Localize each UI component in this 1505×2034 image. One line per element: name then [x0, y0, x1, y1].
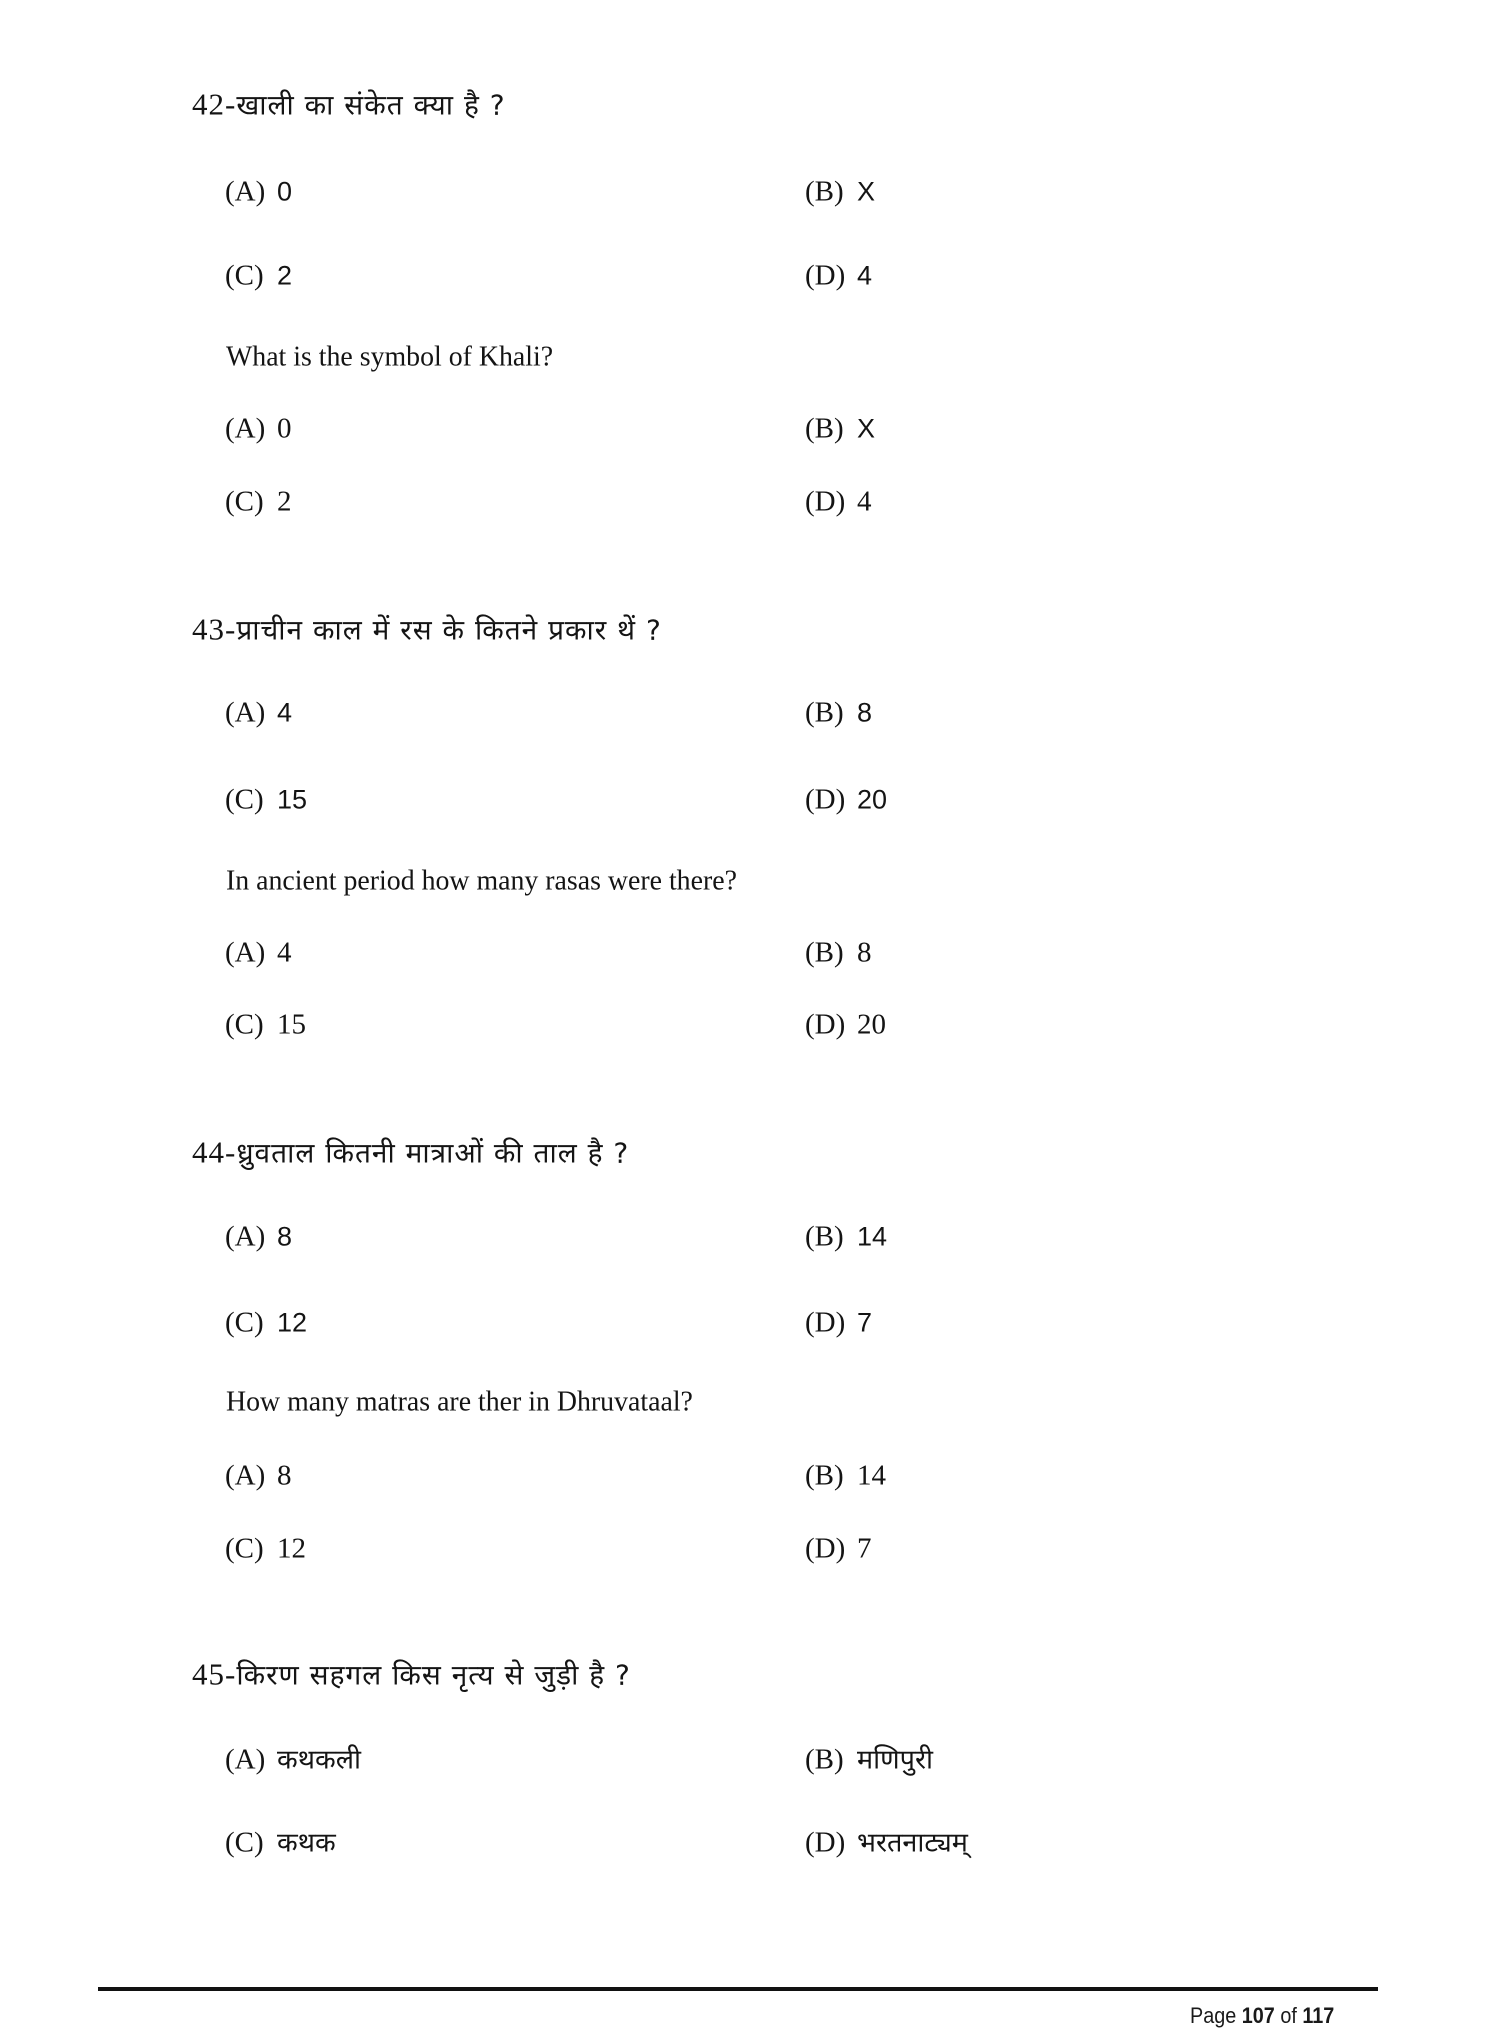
- option-value: 8: [857, 697, 873, 728]
- option-label: (C): [225, 1826, 264, 1859]
- q44-en-option-b: [805, 1459, 886, 1492]
- q44-en-option-c: [225, 1532, 306, 1565]
- question-text: खाली का संकेत क्या है ?: [236, 88, 506, 122]
- q44-hi-option-d: [805, 1306, 873, 1339]
- q42-en-option-d: [805, 485, 872, 518]
- option-label: (A): [225, 1220, 266, 1253]
- option-value: कथकली: [277, 1744, 362, 1776]
- question-42-hindi: [192, 86, 506, 122]
- question-44-hindi: [192, 1134, 630, 1170]
- option-value: 15: [277, 784, 308, 815]
- question-number: 43-: [192, 611, 237, 647]
- q44-en-option-d: [805, 1532, 872, 1565]
- q44-en-option-a: [225, 1459, 292, 1492]
- q43-en-option-c: [225, 1008, 306, 1041]
- option-label: (B): [805, 1743, 844, 1776]
- option-label: (D): [805, 1532, 846, 1565]
- option-label: (A): [225, 1459, 266, 1492]
- option-value: 8: [857, 936, 872, 969]
- q44-hi-option-b: [805, 1220, 888, 1253]
- q45-hi-option-c: [225, 1826, 336, 1859]
- option-label: (A): [225, 412, 266, 445]
- option-label: (D): [805, 1306, 846, 1339]
- question-45-hindi: [192, 1656, 631, 1692]
- q43-en-option-d: [805, 1008, 886, 1041]
- option-label: (B): [805, 936, 844, 969]
- q42-en-option-c: [225, 485, 292, 518]
- page-current: 107: [1241, 2003, 1275, 2028]
- option-label: (B): [805, 175, 844, 208]
- question-44-english: How many matras are ther in Dhruvataal?: [226, 1385, 693, 1418]
- option-value: भरतनाट्यम्: [857, 1827, 968, 1859]
- option-label: (C): [225, 783, 264, 816]
- option-label: (C): [225, 1008, 264, 1041]
- q44-hi-option-a: [225, 1220, 293, 1253]
- page-number: [1190, 2003, 1334, 2029]
- option-label: (D): [805, 259, 846, 292]
- option-label: (B): [805, 696, 844, 729]
- q45-hi-option-b: [805, 1743, 934, 1776]
- option-label: (C): [225, 259, 264, 292]
- page-total: 117: [1302, 2003, 1335, 2028]
- option-label: (A): [225, 175, 266, 208]
- option-value: 4: [857, 485, 872, 518]
- question-42-english: What is the symbol of Khali?: [226, 340, 554, 373]
- q42-hi-option-a: [225, 175, 293, 208]
- question-text: किरण सहगल किस नृत्य से जुड़ी है ?: [236, 1658, 631, 1692]
- option-value: 0: [277, 412, 292, 445]
- option-value: 2: [277, 260, 293, 291]
- option-value: 8: [277, 1221, 293, 1252]
- q45-hi-option-d: [805, 1826, 968, 1859]
- q44-hi-option-c: [225, 1306, 308, 1339]
- option-label: (D): [805, 783, 846, 816]
- option-value: 14: [857, 1221, 888, 1252]
- question-number: 42-: [192, 86, 237, 122]
- option-value: कथक: [277, 1827, 336, 1859]
- option-label: (B): [805, 1459, 844, 1492]
- option-label: (B): [805, 412, 844, 445]
- option-label: (B): [805, 1220, 844, 1253]
- q42-hi-option-c: [225, 259, 293, 292]
- q43-en-option-a: [225, 936, 292, 969]
- option-label: (C): [225, 485, 264, 518]
- option-value: X: [857, 413, 876, 444]
- option-value: 8: [277, 1459, 292, 1492]
- option-value: 4: [277, 936, 292, 969]
- option-value: 20: [857, 1008, 886, 1041]
- option-value: 20: [857, 784, 888, 815]
- q43-hi-option-b: [805, 696, 873, 729]
- option-value: X: [857, 176, 876, 207]
- q45-hi-option-a: [225, 1743, 362, 1776]
- option-label: (D): [805, 1826, 846, 1859]
- option-label: (A): [225, 936, 266, 969]
- q43-hi-option-a: [225, 696, 293, 729]
- footer-divider: [98, 1987, 1378, 1991]
- question-text: ध्रुवताल कितनी मात्राओं की ताल है ?: [236, 1136, 630, 1170]
- option-value: 14: [857, 1459, 886, 1492]
- option-value: 12: [277, 1532, 306, 1565]
- option-label: (D): [805, 485, 846, 518]
- q42-hi-option-b: [805, 175, 876, 208]
- question-43-english: In ancient period how many rasas were there?: [226, 864, 737, 897]
- question-number: 45-: [192, 1656, 237, 1692]
- option-value: 7: [857, 1532, 872, 1565]
- option-value: 0: [277, 176, 293, 207]
- option-value: मणिपुरी: [857, 1744, 934, 1776]
- page-prefix: Page: [1190, 2003, 1237, 2028]
- q42-hi-option-d: [805, 259, 873, 292]
- option-value: 4: [277, 697, 293, 728]
- q43-hi-option-d: [805, 783, 888, 816]
- option-value: 4: [857, 260, 873, 291]
- question-43-hindi: [192, 611, 662, 647]
- q42-en-option-b: [805, 412, 876, 445]
- option-label: (C): [225, 1532, 264, 1565]
- option-label: (A): [225, 696, 266, 729]
- q43-hi-option-c: [225, 783, 308, 816]
- option-value: 7: [857, 1307, 873, 1338]
- option-label: (D): [805, 1008, 846, 1041]
- question-number: 44-: [192, 1134, 237, 1170]
- q43-en-option-b: [805, 936, 872, 969]
- option-label: (A): [225, 1743, 266, 1776]
- option-value: 12: [277, 1307, 308, 1338]
- page-of: of: [1280, 2003, 1297, 2028]
- option-value: 2: [277, 485, 292, 518]
- option-value: 15: [277, 1008, 306, 1041]
- question-text: प्राचीन काल में रस के कितने प्रकार थें ?: [236, 613, 662, 647]
- option-label: (C): [225, 1306, 264, 1339]
- q42-en-option-a: [225, 412, 292, 445]
